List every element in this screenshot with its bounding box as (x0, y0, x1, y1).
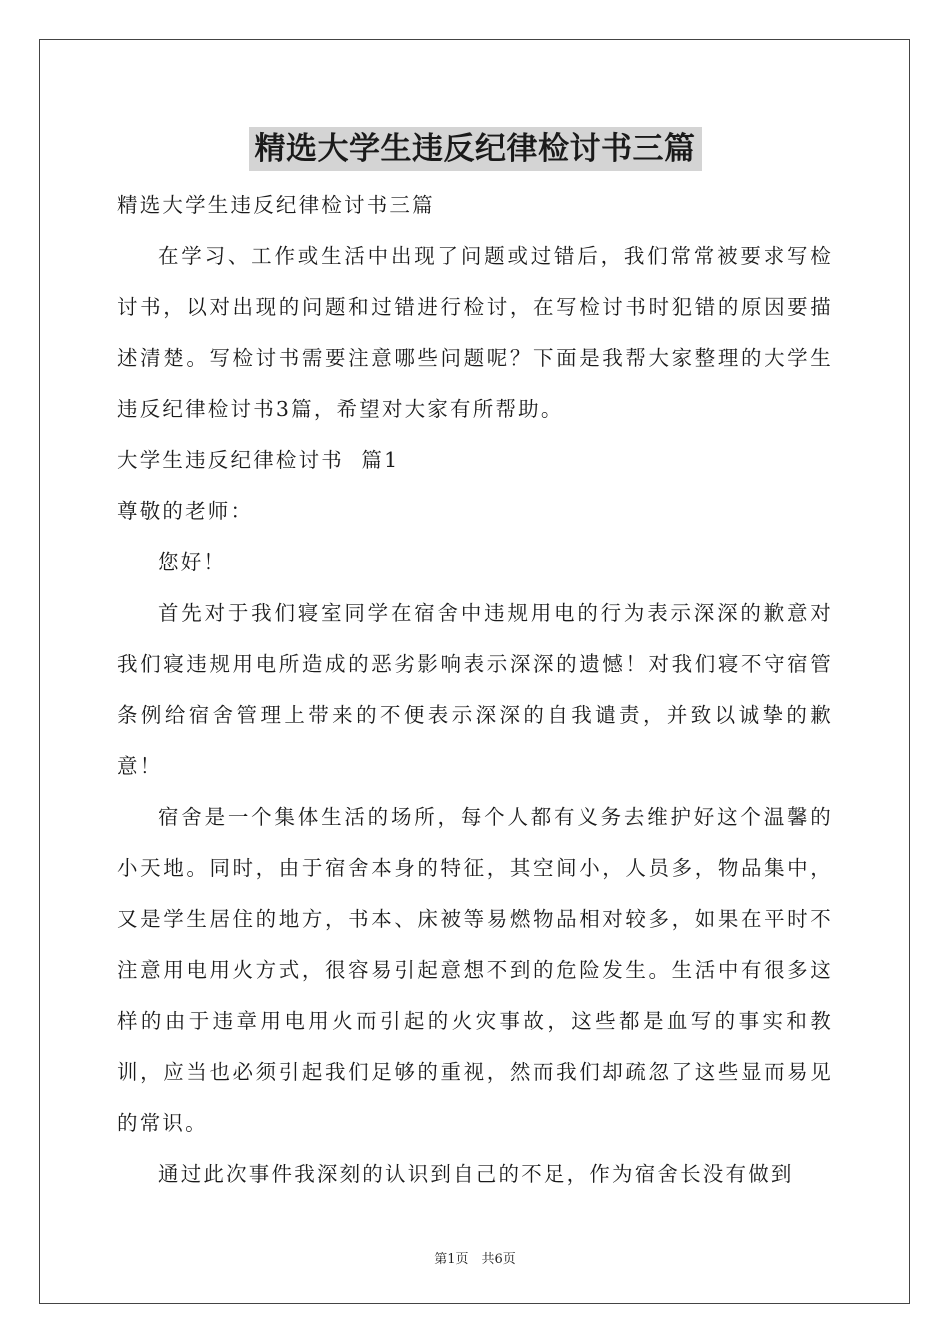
intro-paragraph: 在学习、工作或生活中出现了问题或过错后，我们常常被要求写检讨书，以对出现的问题和过错进行检讨，在写检讨书时犯错的原因要描述清楚。写检讨书需要注意哪些问题呢？下面是我帮大家整理的大学生违反纪律检讨书3篇，希望对大家有所帮助。 (117, 244, 833, 421)
page-number-footer: 第1页 共6页 (434, 1252, 516, 1267)
body-paragraph: 首先对于我们寝室同学在宿舍中违规用电的行为表示深深的歉意对我们寝违规用电所造成的恶劣影响表示深深的遗憾！对我们寝不守宿管条例给宿舍管理上带来的不便表示深深的自我谴责，并致以诚挚的歉意！ (117, 601, 833, 778)
body-paragraph: 通过此次事件我深刻的认识到自己的不足，作为宿舍长没有做到 (158, 1162, 794, 1186)
document-title: 精选大学生违反纪律检讨书三篇 (249, 127, 702, 171)
title-container (0, 127, 950, 171)
greeting: 您好！ (158, 550, 227, 574)
section-heading: 大学生违反纪律检讨书 篇1 (117, 448, 400, 472)
body-paragraph: 宿舍是一个集体生活的场所，每个人都有义务去维护好这个温馨的小天地。同时，由于宿舍本身的特征，其空间小，人员多，物品集中，又是学生居住的地方，书本、床被等易燃物品相对较多，如果在平时不注意用电用火方式，很容易引起意想不到的危险发生。生活中有很多这样的由于违章用电用火而引起的火灾事故，这些都是血写的事实和教训，应当也必须引起我们足够的重视，然而我们却疏忽了这些显而易见的常识。 (117, 805, 833, 1135)
document-subtitle: 精选大学生违反纪律检讨书三篇 (117, 193, 435, 217)
salutation: 尊敬的老师： (117, 499, 254, 523)
document-body (117, 180, 833, 1200)
